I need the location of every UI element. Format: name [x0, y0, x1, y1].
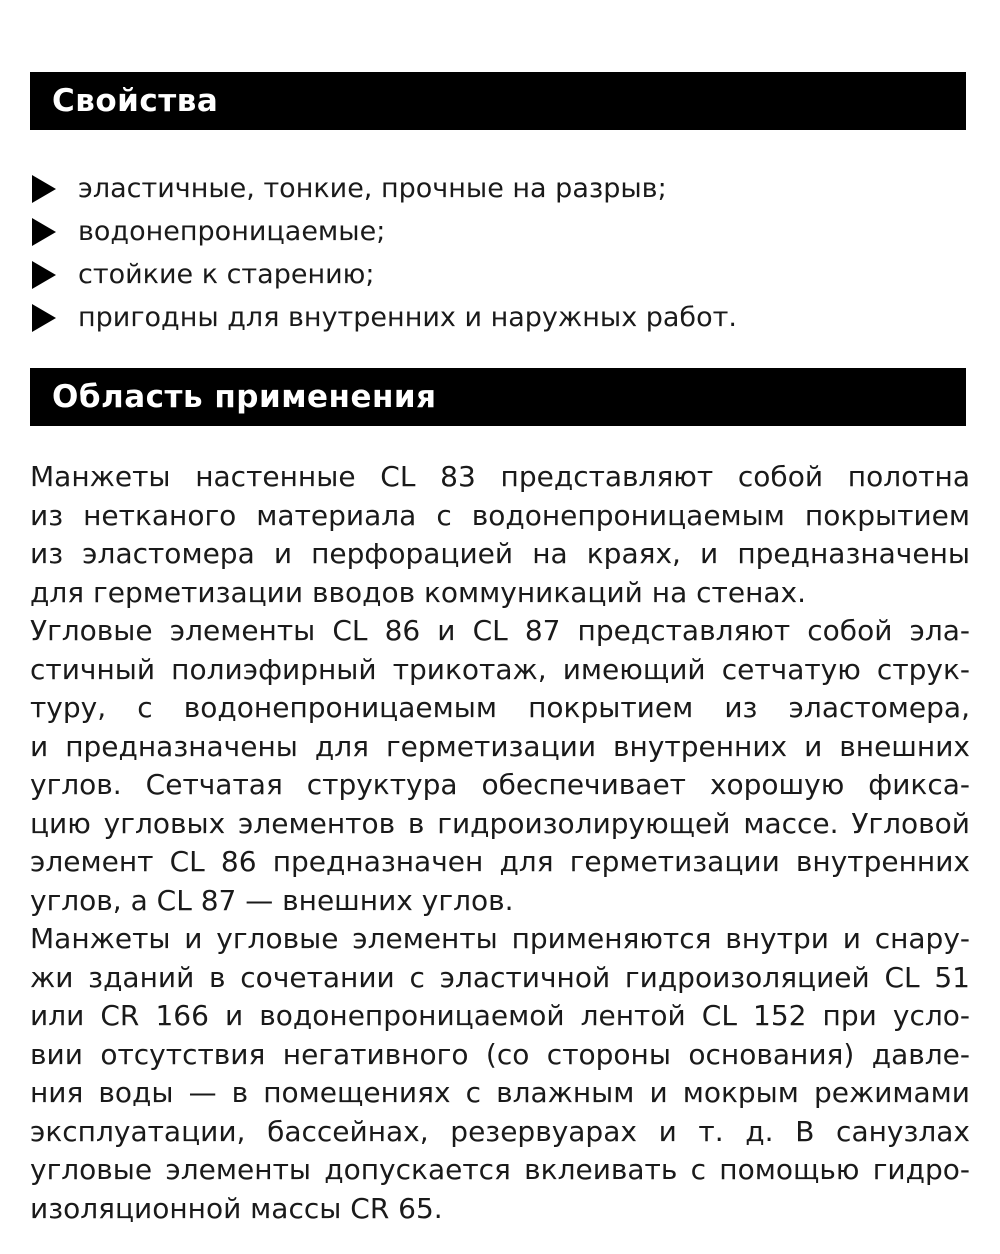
text-line: угловые элементы допускается вклеивать с помощью гидро-	[30, 1153, 970, 1186]
section-title-application: Область применения	[52, 379, 437, 415]
section-header-application	[30, 368, 966, 426]
text-line: изоляционной массы CR 65.	[30, 1191, 443, 1225]
list-item-text: стойкие к старению;	[78, 259, 375, 290]
text-line: цию угловых элементов в гидроизолирующей массе. Угловой	[30, 806, 970, 840]
text-line: из эластомера и перфорацией на краях, и предназначены	[30, 537, 970, 570]
triangle-bullet-icon	[32, 304, 56, 332]
text-line: или CR 166 и водонепроницаемой лентой CL 152 при усло-	[30, 999, 970, 1032]
list-item-text: водонепроницаемые;	[78, 216, 386, 247]
text-line: для герметизации вводов коммуникаций на стенах.	[30, 575, 807, 609]
text-line: Манжеты настенные CL 83 представляют собой полотна	[30, 460, 970, 493]
text-line: ния воды — в помещениях с влажным и мокрым режимами	[30, 1076, 970, 1109]
properties-list	[32, 167, 962, 339]
text-line: элемент CL 86 предназначен для герметизации внутренних	[30, 845, 970, 878]
list-item-text: эластичные, тонкие, прочные на разрыв;	[78, 173, 667, 204]
text-line: эксплуатации, бассейнах, резервуарах и т. д. В санузлах	[30, 1114, 970, 1148]
list-item	[32, 253, 962, 296]
text-line: из нетканого материала с водонепроницаемым покрытием	[30, 498, 970, 532]
list-item	[32, 210, 962, 253]
list-item	[32, 167, 962, 210]
section-title-properties: Свойства	[52, 83, 219, 119]
text-line: углов. Сетчатая структура обеспечивает хорошую фикса-	[30, 768, 970, 801]
list-item	[32, 296, 962, 339]
application-text	[30, 458, 970, 1228]
text-line: углов, а CL 87 — внешних углов.	[30, 883, 514, 917]
text-line: Угловые элементы CL 86 и CL 87 представляют собой эла-	[30, 614, 970, 647]
text-line: вии отсутствия негативного (со стороны основания) давле-	[30, 1037, 970, 1071]
text-line: Манжеты и угловые элементы применяются внутри и снару-	[30, 922, 970, 955]
text-line: туру, с водонепроницаемым покрытием из эластомера,	[30, 691, 970, 724]
triangle-bullet-icon	[32, 261, 56, 289]
list-item-text: пригодны для внутренних и наружных работ.	[78, 302, 737, 333]
section-header-properties	[30, 72, 966, 130]
triangle-bullet-icon	[32, 175, 56, 203]
text-line: жи зданий в сочетании с эластичной гидроизоляцией CL 51	[30, 960, 970, 994]
text-line: стичный полиэфирный трикотаж, имеющий сетчатую струк-	[30, 652, 970, 686]
text-line: и предназначены для герметизации внутренних и внешних	[30, 729, 970, 763]
triangle-bullet-icon	[32, 218, 56, 246]
